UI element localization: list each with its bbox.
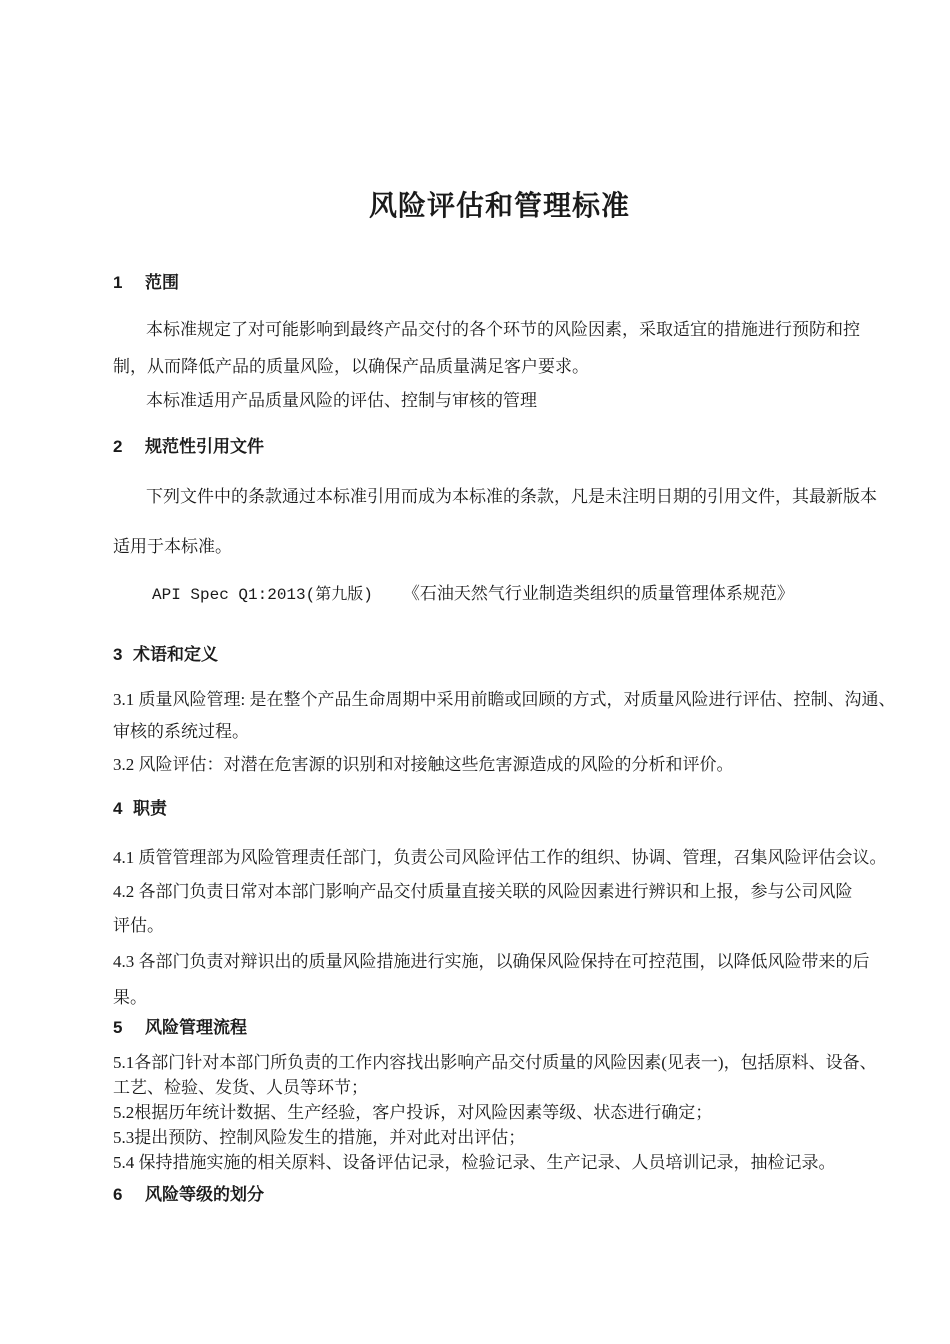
heading-section-6	[113, 1186, 264, 1204]
s4-item43-line1: 4.3 各部门负责对辩识出的质量风险措施进行实施，以确保风险保持在可控范围，以降低风险带来的后	[113, 952, 870, 971]
s2-reference-line	[152, 584, 794, 605]
s2-paragraph1-line2: 适用于本标准。	[113, 537, 232, 556]
s1-paragraph1-line1: 本标准规定了对可能影响到最终产品交付的各个环节的风险因素，采取适宜的措施进行预防和控	[146, 320, 860, 339]
section-2-label: 规范性引用文件	[145, 437, 264, 456]
s1-paragraph1-line2: 制，从而降低产品的质量风险，以确保产品质量满足客户要求。	[113, 357, 589, 376]
section-5-label: 风险管理流程	[145, 1018, 247, 1037]
s5-item52-line1: 5.2根据历年统计数据、生产经验，客户投诉，对风险因素等级、状态进行确定；	[113, 1103, 713, 1122]
heading-section-1	[113, 274, 179, 292]
s3-def31-line2: 审核的系统过程。	[113, 722, 249, 741]
reference-code: API Spec Q1:2013(第九版)	[152, 586, 373, 604]
s4-item41-line1: 4.1 质管管理部为风险管理责任部门，负责公司风险评估工作的组织、协调、管理，召集风险评估会议。	[113, 848, 887, 867]
section-1-number: 1	[113, 273, 123, 292]
section-3-number: 3	[113, 645, 123, 664]
section-6-number: 6	[113, 1185, 123, 1204]
s5-item54-line1: 5.4 保持措施实施的相关原料、设备评估记录，检验记录、生产记录、人员培训记录，抽检记录。	[113, 1153, 836, 1172]
s1-paragraph2-line1: 本标准适用产品质量风险的评估、控制与审核的管理	[146, 391, 537, 410]
s4-item43-line2: 果。	[113, 988, 147, 1007]
reference-title: 《石油天然气行业制造类组织的质量管理体系规范》	[402, 584, 794, 603]
s2-paragraph1-line1: 下列文件中的条款通过本标准引用而成为本标准的条款，凡是未注明日期的引用文件，其最新版本	[146, 487, 877, 506]
s4-item42-line2: 评估。	[113, 916, 164, 935]
s4-item42-line1: 4.2 各部门负责日常对本部门影响产品交付质量直接关联的风险因素进行辨识和上报，参与公司风险	[113, 882, 853, 901]
section-5-number: 5	[113, 1018, 123, 1037]
section-6-label: 风险等级的划分	[145, 1185, 264, 1204]
section-3-label: 术语和定义	[133, 645, 218, 664]
section-4-label: 职责	[133, 799, 167, 818]
s3-def32-line1: 3.2 风险评估：对潜在危害源的识别和对接触这些危害源造成的风险的分析和评价。	[113, 755, 734, 774]
s3-def31-line1: 3.1 质量风险管理: 是在整个产品生命周期中采用前瞻或回顾的方式，对质量风险进行评估、控制、沟通、	[113, 690, 896, 709]
section-1-label: 范围	[145, 273, 179, 292]
section-4-number: 4	[113, 799, 123, 818]
s5-item51-line1: 5.1各部门针对本部门所负责的工作内容找出影响产品交付质量的风险因素(见表一)，包括原料、设备、	[113, 1053, 877, 1072]
heading-section-3	[113, 646, 218, 664]
heading-section-5	[113, 1019, 247, 1037]
page-title: 风险评估和管理标准	[368, 190, 630, 221]
s5-item53-line1: 5.3提出预防、控制风险发生的措施，并对此对出评估；	[113, 1128, 526, 1147]
heading-section-2	[113, 438, 264, 456]
s5-item51-line2: 工艺、检验、发货、人员等环节；	[113, 1078, 368, 1097]
section-2-number: 2	[113, 437, 123, 456]
heading-section-4	[113, 800, 167, 818]
